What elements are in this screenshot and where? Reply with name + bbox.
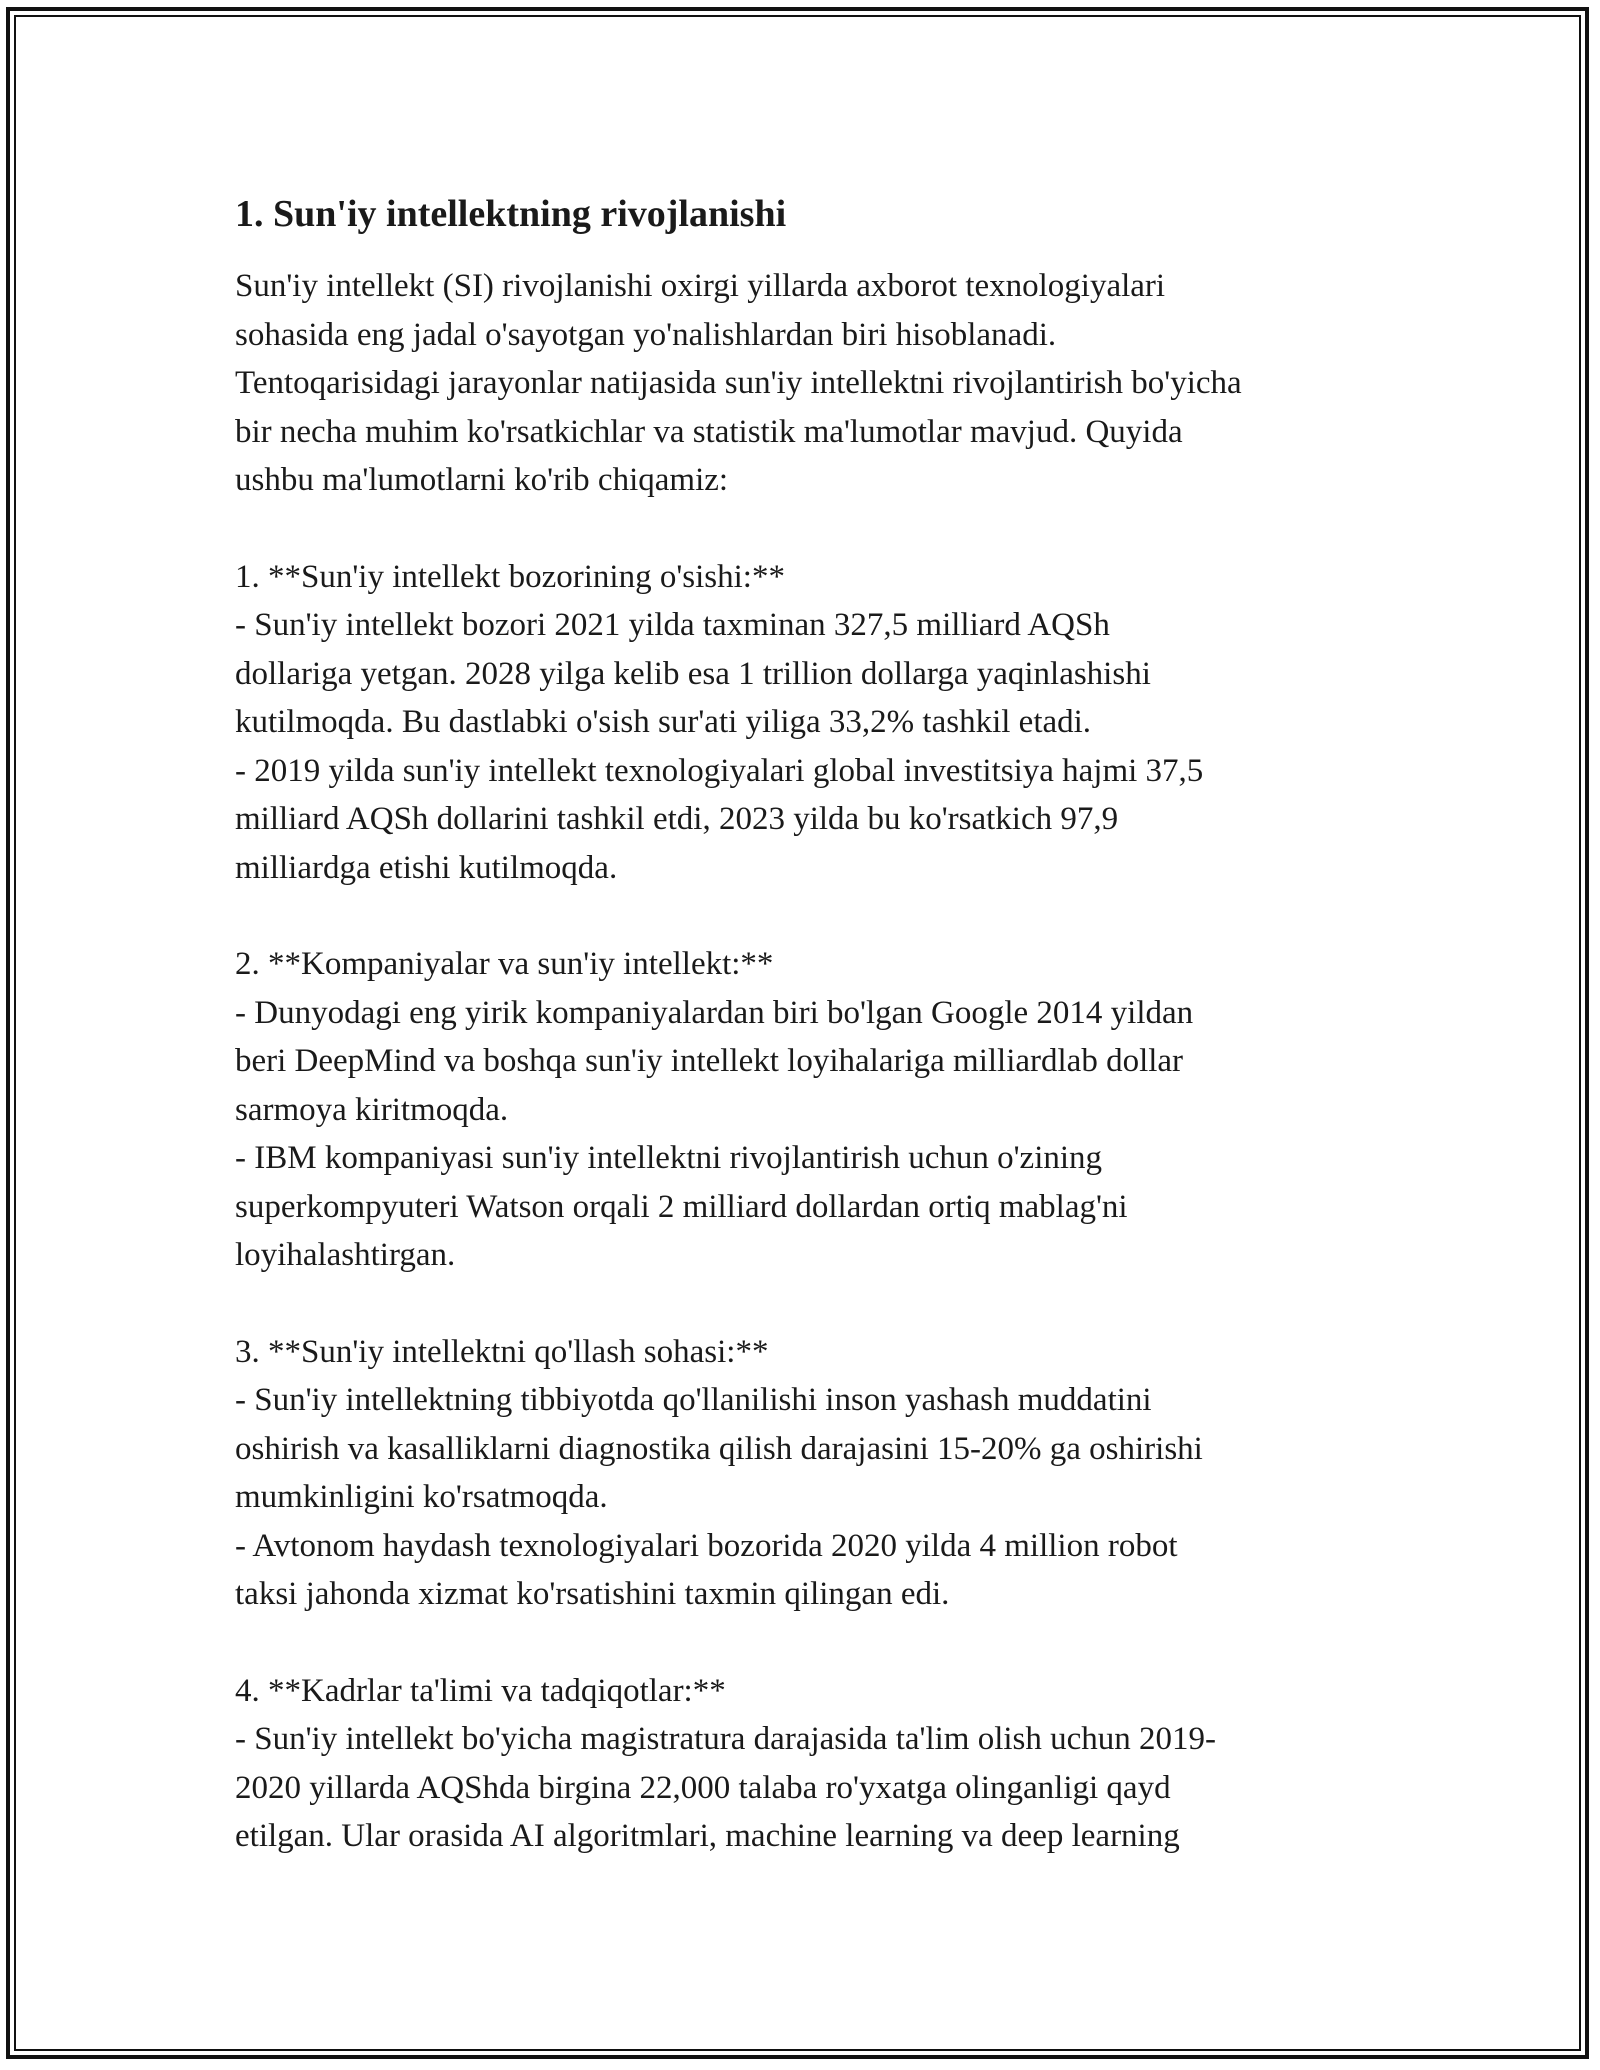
document-title: 1. Sun'iy intellektning rivojlanishi xyxy=(235,193,787,235)
section-education-research: 4. **Kadrlar ta'limi va tadqiqotlar:** - Sun'iy intellekt bo'yicha magistratura darajasida ta'lim olish uchun 2019- 2020 yillarda AQShda birgina 22,000 talaba ro'yxatga olinganligi qayd etilgan. Ular orasida AI algoritmlari, machine learning va deep learning xyxy=(235,1672,1217,1854)
document-content xyxy=(235,188,1365,1861)
section-market-growth: 1. **Sun'iy intellekt bozorining o'sishi:** - Sun'iy intellekt bozori 2021 yilda taxminan 327,5 milliard AQSh dollariga yetgan. 2028 yilga kelib esa 1 trillion dollarga yaqinlashishi kutilmoqda. Bu dastlabki o'sish sur'ati yiliga 33,2% tashkil etadi. - 2019 yilda sun'iy intellekt texnologiyalari global investitsiya hajmi 37,5 milliard AQSh dollarini tashkil etdi, 2023 yilda bu ko'rsatkich 97,9 milliardga etishi kutilmoqda. xyxy=(235,558,1204,886)
section-companies: 2. **Kompaniyalar va sun'iy intellekt:** - Dunyodagi eng yirik kompaniyalardan biri bo'lgan Google 2014 yildan beri DeepMind va boshqa sun'iy intellekt loyihalariga milliardlab dollar sarmoya kiritmoqda. - IBM kompaniyasi sun'iy intellektni rivojlantirish uchun o'zining superkompyuteri Watson orqali 2 milliard dollardan ortiq mablag'ni loyihalashtirgan. xyxy=(235,946,1194,1273)
section-application-areas: 3. **Sun'iy intellektni qo'llash sohasi:** - Sun'iy intellektning tibbiyotda qo'llanilishi inson yashash muddatini oshirish va kasalliklarni diagnostika qilish darajasini 15-20% ga oshirishi mumkinligini ko'rsatmoqda. - Avtonom haydash texnologiyalari bozorida 2020 yilda 4 million robot taksi jahonda xizmat ko'rsatishini taxmin qilingan edi. xyxy=(235,1333,1203,1612)
intro-paragraph: Sun'iy intellekt (SI) rivojlanishi oxirgi yillarda axborot texnologiyalari sohasida eng jadal o'sayotgan yo'nalishlardan biri hisoblanadi. Tentoqarisidagi jarayonlar natijasida sun'iy intellektni rivojlantirish bo'yicha bir necha muhim ko'rsatkichlar va statistik ma'lumotlar mavjud. Quyida ushbu ma'lumotlarni ko'rib chiqamiz: xyxy=(235,268,1242,498)
